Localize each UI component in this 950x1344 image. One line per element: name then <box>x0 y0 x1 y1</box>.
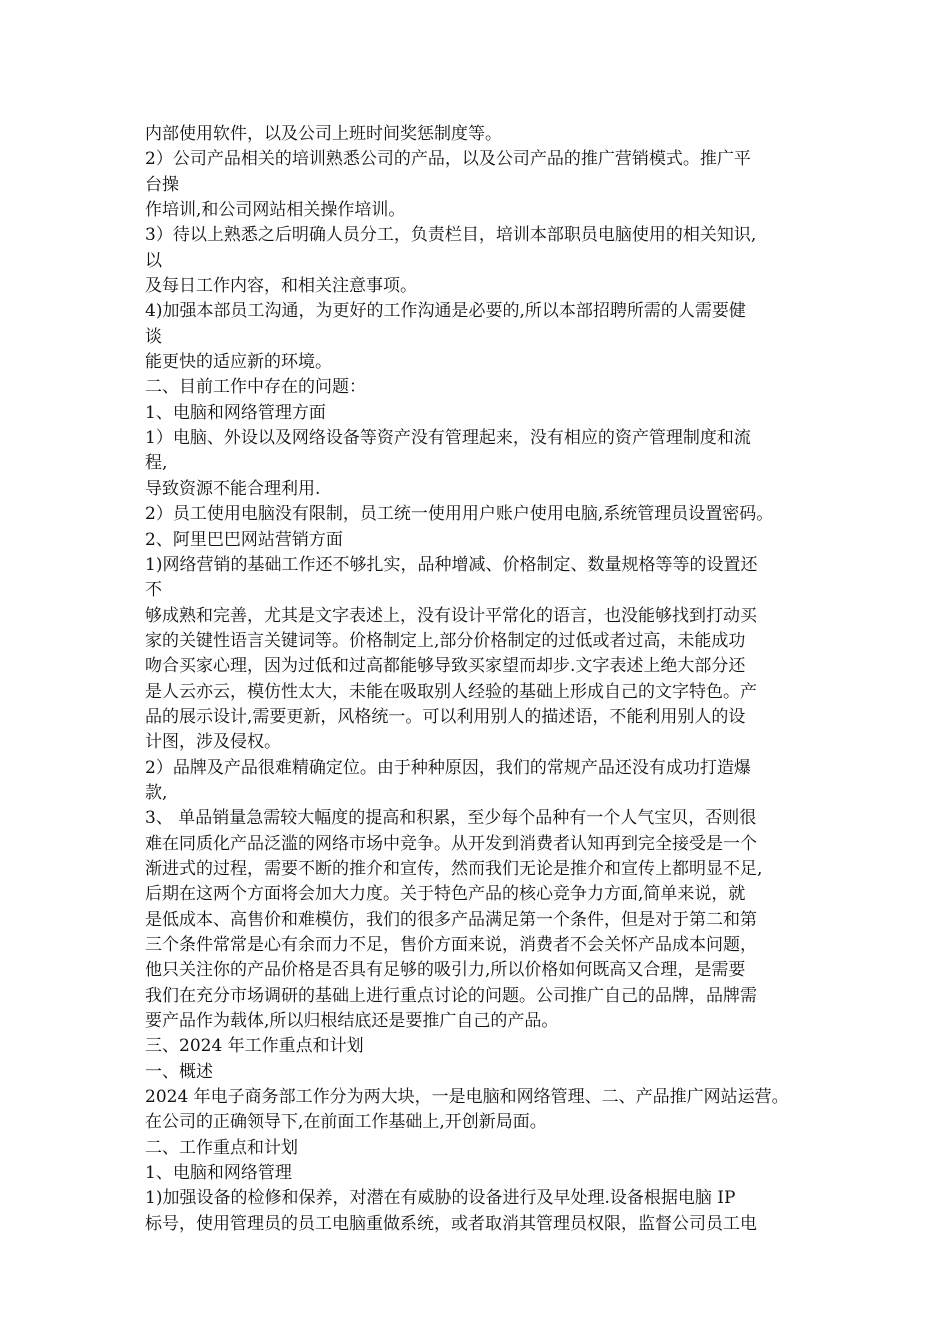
subsection-heading: 1、电脑和网络管理方面 <box>145 402 326 423</box>
text-line: 2）公司产品相关的培训熟悉公司的产品，以及公司产品的推广营销模式。推广平 <box>145 149 751 170</box>
section-heading: 三、2024 年工作重点和计划 <box>145 1036 364 1057</box>
text-line: 后期在这两个方面将会加大力度。关于特色产品的核心竞争力方面,简单来说，就 <box>145 884 746 905</box>
text-line: 三个条件常常是心有余而力不足，售价方面来说，消费者不会关怀产品成本问题， <box>145 935 757 955</box>
text-line: 是人云亦云，模仿性太大，未能在吸取别人经验的基础上形成自己的文字特色。产 <box>145 681 757 702</box>
text-line: 3）待以上熟悉之后明确人员分工，负责栏目，培训本部职员电脑使用的相关知识, <box>145 225 757 246</box>
text-line: 作培训,和公司网站相关操作培训。 <box>145 200 406 221</box>
text-line: 渐进式的过程，需要不断的推介和宣传，然而我们无论是推介和宣传上都明显不足, <box>145 858 763 879</box>
text-line: 够成熟和完善，尤其是文字表述上，没有设计平常化的语言，也没能够找到打动买 <box>145 605 757 626</box>
text-line: 及每日工作内容，和相关注意事项。 <box>145 276 417 297</box>
text-line: 程, <box>145 453 168 474</box>
subsection-heading: 一、概述 <box>145 1061 213 1082</box>
text-line: 谈 <box>145 326 162 347</box>
text-line: 4)加强本部员工沟通，为更好的工作沟通是必要的,所以本部招聘所需的人需要健 <box>145 301 746 322</box>
text-line: 导致资源不能合理利用. <box>145 478 321 499</box>
text-line: 计图，涉及侵权。 <box>145 732 281 753</box>
text-line: 我们在充分市场调研的基础上进行重点讨论的问题。公司推广自己的品牌，品牌需 <box>145 985 757 1006</box>
text-line: 1）电脑、外设以及网络设备等资产没有管理起来，没有相应的资产管理制度和流 <box>145 428 751 449</box>
subsection-heading: 1、电脑和网络管理 <box>145 1163 292 1184</box>
subsection-heading: 2、阿里巴巴网站营销方面 <box>145 529 343 550</box>
document-body <box>145 122 817 1237</box>
text-line: 以 <box>145 250 162 271</box>
text-line: 1)网络营销的基础工作还不够扎实，品种增减、价格制定、数量规格等等的设置还 <box>145 554 758 575</box>
section-heading: 二、目前工作中存在的问题： <box>145 377 366 398</box>
text-line: 2）员工使用电脑没有限制，员工统一使用用户账户使用电脑,系统管理员设置密码。 <box>145 504 774 525</box>
text-line: 内部使用软件，以及公司上班时间奖惩制度等。 <box>145 124 502 144</box>
text-line: 家的关键性语言关键词等。价格制定上,部分价格制定的过低或者过高，未能成功 <box>145 630 746 651</box>
text-line: 台操 <box>145 174 179 195</box>
text-line: 在公司的正确领导下,在前面工作基础上,开创新局面。 <box>145 1112 547 1133</box>
text-line: 1)加强设备的检修和保养，对潜在有威胁的设备进行及早处理.设备根据电脑 IP <box>145 1188 736 1209</box>
text-line: 品的展示设计,需要更新，风格统一。可以利用别人的描述语，不能利用别人的设 <box>145 706 746 727</box>
text-line: 款, <box>145 782 168 803</box>
text-line: 2024 年电子商务部工作分为两大块，一是电脑和网络管理、二、产品推广网站运营。 <box>145 1087 789 1108</box>
text-line: 标号，使用管理员的员工电脑重做系统，或者取消其管理员权限，监督公司员工电 <box>145 1213 757 1234</box>
text-line: 要产品作为载体,所以归根结底还是要推广自己的产品。 <box>145 1011 559 1032</box>
text-line: 他只关注你的产品价格是否具有足够的吸引力,所以价格如何既高又合理，是需要 <box>145 960 746 981</box>
text-line: 3、 单品销量急需较大幅度的提高和积累，至少每个品种有一个人气宝贝，否则很 <box>145 808 757 829</box>
text-line: 是低成本、高售价和难模仿，我们的很多产品满足第一个条件，但是对于第二和第 <box>145 909 757 930</box>
text-line: 吻合买家心理，因为过低和过高都能够导致买家望而却步.文字表述上绝大部分还 <box>145 656 746 677</box>
text-line: 2）品牌及产品很难精确定位。由于种种原因，我们的常规产品还没有成功打造爆 <box>145 757 751 778</box>
subsection-heading: 二、工作重点和计划 <box>145 1137 298 1158</box>
text-line: 能更快的适应新的环境。 <box>145 352 332 373</box>
text-line: 难在同质化产品泛滥的网络市场中竞争。从开发到消费者认知再到完全接受是一个 <box>145 833 757 854</box>
text-line: 不 <box>145 580 162 601</box>
